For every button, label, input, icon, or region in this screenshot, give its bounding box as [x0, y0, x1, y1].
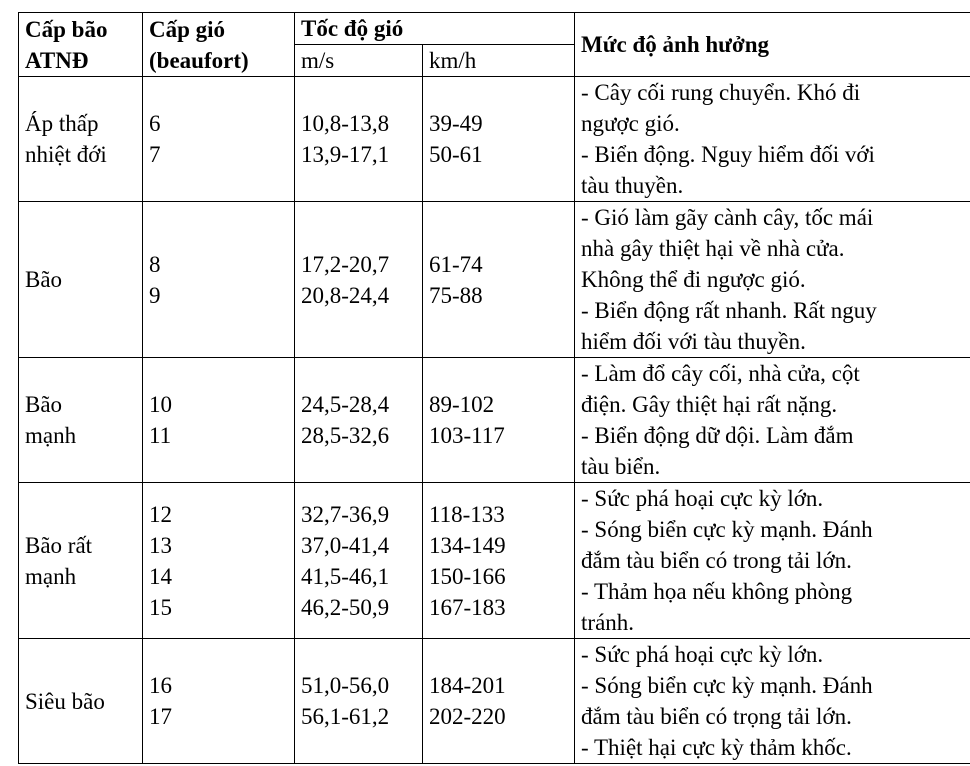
- beaufort-cell: [143, 639, 295, 764]
- speed-ms-line: 10,8-13,8: [301, 111, 390, 136]
- speed-kmh-cell: [423, 639, 575, 764]
- speed-ms-cell: [295, 639, 423, 764]
- impact-line: - Làm đổ cây cối, nhà cửa, cột: [581, 361, 860, 386]
- impact-line: tránh.: [581, 610, 635, 635]
- impact-line: - Sức phá hoại cực kỳ lớn.: [581, 486, 824, 511]
- impact-line: ngược gió.: [581, 111, 680, 136]
- storm-level-line: mạnh: [25, 423, 77, 448]
- beaufort-cell: [143, 202, 295, 358]
- speed-ms-line: 28,5-32,6: [301, 423, 390, 448]
- beaufort-cell: [143, 77, 295, 202]
- speed-kmh-line: 89-102: [429, 392, 495, 417]
- speed-kmh-cell: [423, 202, 575, 358]
- speed-ms-line: 20,8-24,4: [301, 282, 390, 308]
- storm-level-cell: [19, 639, 143, 764]
- speed-ms-line: 46,2-50,9: [301, 594, 390, 620]
- impact-line: - Gió làm gãy cành cây, tốc mái: [581, 205, 874, 230]
- header-beaufort: [143, 13, 295, 77]
- speed-ms-cell: [295, 202, 423, 358]
- impact-line: điện. Gây thiệt hại rất nặng.: [581, 392, 838, 417]
- impact-line: - Biển động rất nhanh. Rất nguy: [581, 298, 877, 323]
- impact-line: đắm tàu biển có trong tải lớn.: [581, 548, 852, 573]
- header-beaufort-line: Cấp gió: [149, 16, 226, 42]
- speed-kmh-line: 50-61: [429, 142, 483, 167]
- speed-kmh-cell: [423, 483, 575, 639]
- storm-level-line: Áp thấp: [25, 111, 99, 136]
- header-unit-kmh: km/h: [423, 45, 575, 77]
- header-level-line: ATNĐ: [25, 47, 89, 73]
- storm-level-line: Bão: [25, 392, 63, 417]
- header-unit-ms: m/s: [295, 45, 423, 77]
- header-level: [19, 13, 143, 77]
- storm-level-line: mạnh: [25, 563, 77, 589]
- beaufort-line: 15: [149, 594, 172, 620]
- storm-level-table: [18, 12, 970, 764]
- speed-kmh-line: 61-74: [429, 251, 483, 277]
- beaufort-line: 11: [149, 423, 172, 448]
- storm-level-line: nhiệt đới: [25, 142, 107, 167]
- storm-level-line: Siêu bão: [25, 688, 105, 714]
- beaufort-line: 13: [149, 532, 172, 558]
- impact-line: - Sóng biển cực kỳ mạnh. Đánh: [581, 673, 873, 698]
- speed-kmh-line: 134-149: [429, 532, 506, 558]
- speed-ms-line: 17,2-20,7: [301, 251, 390, 277]
- beaufort-line: 16: [149, 673, 172, 698]
- impact-line: nhà gây thiệt hại về nhà cửa.: [581, 236, 845, 261]
- speed-ms-line: 37,0-41,4: [301, 532, 390, 558]
- impact-line: - Sóng biển cực kỳ mạnh. Đánh: [581, 517, 873, 542]
- speed-ms-line: 41,5-46,1: [301, 563, 390, 589]
- speed-ms-line: 13,9-17,1: [301, 142, 390, 167]
- speed-kmh-cell: [423, 77, 575, 202]
- impact-line: tàu biển.: [581, 454, 661, 479]
- beaufort-line: 17: [149, 704, 172, 729]
- speed-ms-line: 51,0-56,0: [301, 673, 390, 698]
- beaufort-line: 7: [149, 142, 161, 167]
- speed-kmh-line: 39-49: [429, 111, 483, 136]
- impact-line: - Biển động. Nguy hiểm đối với: [581, 142, 875, 167]
- speed-kmh-line: 184-201: [429, 673, 506, 698]
- impact-line: - Thảm họa nếu không phòng: [581, 579, 853, 604]
- storm-level-cell: [19, 202, 143, 358]
- storm-level-cell: [19, 483, 143, 639]
- impact-line: - Thiệt hại cực kỳ thảm khốc.: [581, 735, 852, 760]
- impact-line: đắm tàu biển có trọng tải lớn.: [581, 704, 852, 729]
- impact-cell: [575, 358, 970, 483]
- impact-line: - Cây cối rung chuyển. Khó đi: [581, 80, 861, 105]
- speed-kmh-line: 167-183: [429, 594, 506, 620]
- speed-ms-cell: [295, 358, 423, 483]
- speed-kmh-line: 103-117: [429, 423, 505, 448]
- beaufort-line: 14: [149, 563, 172, 589]
- beaufort-line: 8: [149, 251, 161, 277]
- impact-cell: [575, 202, 970, 358]
- speed-kmh-cell: [423, 358, 575, 483]
- impact-line: tàu thuyền.: [581, 173, 684, 198]
- speed-ms-line: 24,5-28,4: [301, 392, 390, 417]
- header-beaufort-line: (beaufort): [149, 47, 249, 73]
- header-level-line: Cấp bão: [25, 16, 108, 42]
- table-row: [19, 483, 970, 639]
- header-impact: Mức độ ảnh hưởng: [575, 13, 970, 77]
- speed-ms-line: 32,7-36,9: [301, 501, 390, 527]
- table-row: [19, 639, 970, 764]
- speed-ms-cell: [295, 77, 423, 202]
- speed-kmh-line: 75-88: [429, 282, 483, 308]
- beaufort-cell: [143, 483, 295, 639]
- beaufort-line: 12: [149, 501, 172, 527]
- table-row: [19, 358, 970, 483]
- storm-level-line: Bão: [25, 267, 63, 292]
- impact-line: - Sức phá hoại cực kỳ lớn.: [581, 642, 824, 667]
- speed-ms-cell: [295, 483, 423, 639]
- impact-cell: [575, 639, 970, 764]
- beaufort-line: 10: [149, 392, 172, 417]
- beaufort-line: 6: [149, 111, 161, 136]
- impact-cell: [575, 77, 970, 202]
- beaufort-cell: [143, 358, 295, 483]
- header-wind-speed: Tốc độ gió: [295, 13, 575, 45]
- impact-cell: [575, 483, 970, 639]
- impact-line: Không thể đi ngược gió.: [581, 267, 806, 292]
- storm-level-cell: [19, 77, 143, 202]
- storm-level-line: Bão rất: [25, 532, 93, 558]
- speed-kmh-line: 202-220: [429, 704, 506, 729]
- table-row: [19, 77, 970, 202]
- table-row: [19, 202, 970, 358]
- storm-level-cell: [19, 358, 143, 483]
- impact-line: hiểm đối với tàu thuyền.: [581, 329, 806, 354]
- speed-kmh-line: 150-166: [429, 563, 506, 589]
- impact-line: - Biển động dữ dội. Làm đắm: [581, 423, 854, 448]
- beaufort-line: 9: [149, 282, 161, 308]
- table-body: [19, 77, 970, 764]
- speed-kmh-line: 118-133: [429, 501, 505, 527]
- speed-ms-line: 56,1-61,2: [301, 704, 390, 729]
